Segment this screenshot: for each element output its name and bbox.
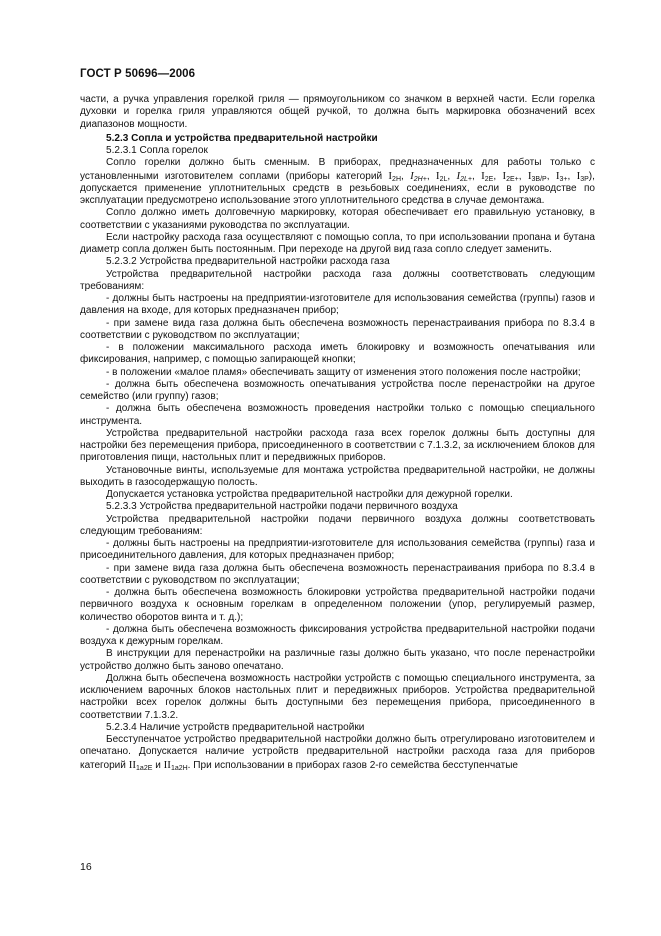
category-i3p-alt: $I_{3P}$ — [576, 169, 589, 183]
list-item: - в положении максимального расхода иметь блокировку и возможность опечатывания или фиксирования, например, с помощью запирающей кнопки; — [80, 342, 595, 366]
category-i2ep: $I_{2E+}$ — [502, 169, 519, 183]
category-i2e: $I_{2E}$ — [481, 169, 494, 183]
list-item: - должны быть настроены на предприятии-изготовителе для использования семейства (группы) газов и давления на входе, для которых предназначен прибор; — [80, 293, 595, 317]
document-header: ГОСТ Р 50696—2006 — [80, 68, 196, 80]
category-i3bp: $I_{3B/P}$ — [527, 169, 547, 183]
list-item: - должна быть обеспечена возможность опечатывания устройства после перенастройки на другое семейство (или группу) газов; — [80, 378, 595, 402]
paragraph-text: Сопло горелки должно быть сменным. В приборах, предназначенных для работы только с установленными изготовителем соплами (приборы категорий — [80, 157, 595, 182]
paragraph: Устройства предварительной настройки расхода газа всех горелок должны быть доступны для настройки без перемещения прибора, присоединенного в соответствии с 7.1.3.2, за исключением блоков для приготовления пищи, настольных плит и передвижных приборов. — [80, 427, 595, 464]
list-item: - должны быть настроены на предприятии-изготовителе для использования семейства (группы) газа и присоединительного давления, для которых предназначен прибор; — [80, 538, 595, 562]
subsection-heading-5-2-3-4: 5.2.3.4 Наличие устройств предварительной настройки — [106, 721, 365, 733]
and-word: и — [155, 759, 161, 771]
paragraph-presetting-categories — [80, 734, 595, 772]
list-item: - должна быть обеспечена возможность проведения настройки только с помощью специального инструмента. — [80, 403, 595, 427]
paragraph: В инструкции для перенастройки на различные газы должно быть указано, что после перенастройки устройство должно быть заново опечатано. — [80, 648, 595, 672]
subsection-heading-5-2-3-2: 5.2.3.2 Устройства предварительной настройки расхода газа — [106, 256, 390, 268]
category-ii1a2h: $II_{1a2H}$ — [163, 758, 188, 772]
category-i2h: $I_{2H}$ — [388, 169, 401, 183]
list-item: - в положении «малое пламя» обеспечивать защиту от изменения этого положения после настройки; — [106, 366, 581, 378]
page-number: 16 — [80, 861, 92, 873]
category-i2lp: $I_{2L+}$ — [456, 169, 473, 183]
subsection-heading-5-2-3-1: 5.2.3.1 Сопла горелок — [106, 145, 208, 156]
category-ii1a2e: $II_{1a2E}$ — [128, 758, 153, 772]
paragraph-text: Бесступенчатое устройство предварительной настройки должно быть отрегулировано изготовителем и опечатано. Допускается наличие устройств предварительной настройки расхода газа для приборов категорий — [80, 734, 595, 771]
paragraph-text: . При использовании в приборах газов 2-го семейства бесступенчатые — [187, 759, 518, 771]
paragraph: Если настройку расхода газа осуществляют с помощью сопла, то при использовании пропана и бутана диаметр сопла должен быть постоянным. При переходе на другой вид газа сопло следует заменить. — [80, 231, 595, 255]
paragraph-nozzle-categories: Сопло горелки должно быть сменным. В приборах, предназначенных для работы только с установленными изготовителем соплами (приборы категорий $I_{2H}$, $I_{2H+}$, $I_{2L}$, $I_{2L+}$, $I_{2E}$, $I_{2E+}$, $I_{3B/P}$, $I_{3+}$, $I_{3P}$), допускается применение уплотнительных средств в резьбовых соединениях, если в руководстве по эксплуатации предусмотрено использование этого уплотнительного средства в случае демонтажа. — [80, 157, 595, 206]
paragraph: Установочные винты, используемые для монтажа устройства предварительной настройки, не должны выходить в газосодержащую полость. — [80, 464, 595, 488]
paragraph: Устройства предварительной настройки расхода газа должны соответствовать следующим требованиям: — [80, 268, 595, 292]
subsection-heading-5-2-3-3: 5.2.3.3 Устройства предварительной настройки подачи первичного воздуха — [106, 501, 458, 513]
paragraph: Должна быть обеспечена возможность настройки устройств с помощью специального инструмента, за исключением варочных блоков настольных плит и передвижных приборов. Устройства предварительной настройки всех горелок должны быть доступными без перемещения прибора, присоединенного в соответствии 7.1.3.2. — [80, 672, 595, 721]
paragraph: части, а ручка управления горелкой гриля — прямоугольником со значком в верхней части. Если горелка духовки и горелка гриля управляются общей ручкой, то должна быть маркировка обозначений всех диапазонов мощности. — [80, 94, 595, 130]
list-item: - должна быть обеспечена возможность блокировки устройства предварительной настройки подачи первичного воздуха к основным горелкам в определенном положении (упор, регулируемый размер, количество оборотов винта и т. д.); — [80, 587, 595, 623]
page-body — [80, 94, 595, 772]
category-i3p: $I_{3+}$ — [555, 169, 568, 183]
paragraph-text: , допускается применение уплотнительных средств в резьбовых соединениях, если в руководстве по эксплуатации предусмотрено использование этого уплотнительного средства в случае демонтажа. — [80, 170, 595, 206]
section-heading-5-2-3: 5.2.3 Сопла и устройства предварительной настройки — [106, 132, 378, 144]
list-item: - должна быть обеспечена возможность фиксирования устройства предварительной настройки подачи воздуха к дежурным горелкам. — [80, 623, 595, 647]
list-item: - при замене вида газа должна быть обеспечена возможность перенастраивания прибора по 8.3.4 в соответствии с руководством по эксплуатации; — [80, 562, 595, 586]
paragraph: Сопло должно иметь долговечную маркировку, которая обеспечивает его правильную установку, в соответствии с указаниями руководства по эксплуатации. — [80, 207, 595, 231]
category-i2l: $I_{2L}$ — [435, 169, 448, 183]
paragraph: Допускается установка устройства предварительной настройки для дежурной горелки. — [106, 489, 513, 500]
paragraph: Устройства предварительной настройки подачи первичного воздуха должны соответствовать следующим требованиям: — [80, 513, 595, 537]
list-item: - при замене вида газа должна быть обеспечена возможность перенастраивания прибора по 8.3.4 в соответствии с руководством по эксплуатации; — [80, 317, 595, 341]
category-i2hp: $I_{2H+}$ — [410, 169, 427, 183]
